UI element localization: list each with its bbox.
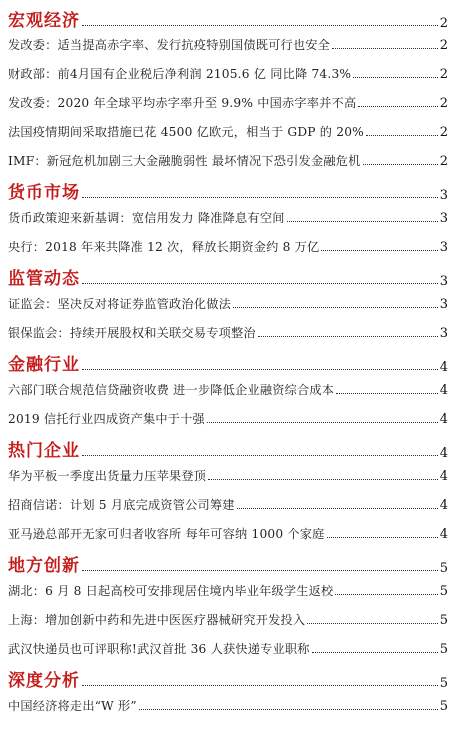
section-title: 金融行业: [8, 355, 80, 375]
dot-leader: [82, 368, 438, 370]
toc-entry[interactable]: [8, 611, 448, 628]
entry-title: 上海：增加创新中药和先进中医医疗器械研究开发投入: [8, 613, 306, 627]
dot-leader: [335, 593, 437, 595]
toc-entry[interactable]: [8, 410, 448, 427]
dot-leader: [363, 163, 438, 165]
page-number: 5: [439, 561, 448, 576]
dot-leader: [139, 708, 438, 710]
dot-leader: [336, 392, 438, 394]
page-number: 2: [439, 154, 448, 169]
page-number: 5: [439, 613, 448, 628]
page-number: 4: [439, 360, 448, 375]
dot-leader: [82, 196, 438, 198]
dot-leader: [332, 47, 438, 49]
page-number: 2: [439, 38, 448, 53]
dot-leader: [237, 507, 438, 509]
entry-title: 武汉快递员也可评职称!武汉首批 36 人获快递专业职称: [8, 642, 310, 656]
dot-leader: [307, 622, 437, 624]
toc-entry[interactable]: [8, 65, 448, 82]
page-number: 2: [439, 96, 448, 111]
dot-leader: [82, 569, 438, 571]
page-number: 4: [439, 469, 448, 484]
section-title: 货币市场: [8, 183, 80, 203]
toc-section-local-innovation[interactable]: [8, 551, 448, 576]
toc-entry[interactable]: [8, 295, 448, 312]
entry-title: 湖北：6 月 8 日起高校可安排现居住境内毕业年级学生返校: [8, 584, 334, 598]
toc-entry[interactable]: [8, 152, 448, 169]
dot-leader: [321, 249, 437, 251]
toc-section-hot-companies[interactable]: [8, 436, 448, 461]
dot-leader: [233, 306, 438, 308]
dot-leader: [353, 76, 438, 78]
page-number: 3: [439, 274, 448, 289]
dot-leader: [82, 454, 438, 456]
entry-title: 中国经济将走出“W 形”: [8, 699, 137, 713]
dot-leader: [82, 24, 438, 26]
page-number: 5: [439, 584, 448, 599]
toc-entry[interactable]: [8, 467, 448, 484]
page-number: 3: [439, 297, 448, 312]
toc-entry[interactable]: [8, 94, 448, 111]
section-title: 宏观经济: [8, 11, 80, 31]
page-number: 4: [439, 446, 448, 461]
page-number: 5: [439, 676, 448, 691]
entry-title: 六部门联合规范信贷融资收费 进一步降低企业融资综合成本: [8, 383, 335, 397]
entry-title: 银保监会：持续开展股权和关联交易专项整治: [8, 326, 256, 340]
toc-entry[interactable]: [8, 582, 448, 599]
toc-section-macro[interactable]: [8, 6, 448, 31]
page-number: 5: [439, 699, 448, 714]
dot-leader: [327, 536, 438, 538]
page-number: 4: [439, 498, 448, 513]
dot-leader: [82, 684, 438, 686]
toc-entry[interactable]: [8, 36, 448, 53]
entry-title: IMF：新冠危机加剧三大金融脆弱性 最坏情况下恐引发金融危机: [8, 154, 361, 168]
dot-leader: [207, 421, 438, 423]
entry-title: 发改委：2020 年全球平均赤字率升至 9.9% 中国赤字率并不高: [8, 96, 357, 110]
entry-title: 2019 信托行业四成资产集中于十强: [8, 412, 205, 426]
toc-section-in-depth-analysis[interactable]: [8, 666, 448, 691]
page-number: 3: [439, 326, 448, 341]
page-number: 3: [439, 240, 448, 255]
section-title: 深度分析: [8, 671, 80, 691]
toc-section-regulation[interactable]: [8, 264, 448, 289]
toc-entry[interactable]: [8, 381, 448, 398]
entry-title: 招商信诺：计划 5 月底完成资管公司筹建: [8, 498, 235, 512]
page-number: 2: [439, 125, 448, 140]
entry-title: 亚马逊总部开无家可归者收容所 每年可容纳 1000 个家庭: [8, 527, 325, 541]
entry-title: 发改委：适当提高赤字率、发行抗疫特别国债既可行也安全: [8, 38, 331, 52]
toc-entry[interactable]: [8, 238, 448, 255]
dot-leader: [82, 282, 438, 284]
dot-leader: [258, 335, 438, 337]
dot-leader: [208, 478, 438, 480]
section-title: 地方创新: [8, 556, 80, 576]
entry-title: 财政部：前4月国有企业税后净利润 2105.6 亿 同比降 74.3%: [8, 67, 352, 81]
page-number: 5: [439, 642, 448, 657]
dot-leader: [358, 105, 437, 107]
entry-title: 央行：2018 年来共降准 12 次，释放长期资金约 8 万亿: [8, 240, 320, 254]
page-number: 3: [439, 188, 448, 203]
page-number: 4: [439, 383, 448, 398]
entry-title: 华为平板一季度出货量力压苹果登顶: [8, 469, 207, 483]
toc-entry[interactable]: [8, 697, 448, 714]
toc-section-finance-industry[interactable]: [8, 350, 448, 375]
dot-leader: [312, 651, 438, 653]
page-number: 4: [439, 412, 448, 427]
toc-entry[interactable]: [8, 209, 448, 226]
toc-entry[interactable]: [8, 123, 448, 140]
page-number: 2: [439, 16, 448, 31]
toc-entry[interactable]: [8, 324, 448, 341]
toc-entry[interactable]: [8, 640, 448, 657]
page-number: 2: [439, 67, 448, 82]
page-number: 3: [439, 211, 448, 226]
entry-title: 证监会：坚决反对将证券监管政治化做法: [8, 297, 231, 311]
toc-entry[interactable]: [8, 525, 448, 542]
entry-title: 法国疫情期间采取措施已花 4500 亿欧元，相当于 GDP 的 20%: [8, 125, 364, 139]
entry-title: 货币政策迎来新基调：宽信用发力 降准降息有空间: [8, 211, 285, 225]
dot-leader: [287, 220, 438, 222]
toc-section-money-market[interactable]: [8, 178, 448, 203]
page-number: 4: [439, 527, 448, 542]
toc-entry[interactable]: [8, 496, 448, 513]
section-title: 监管动态: [8, 269, 80, 289]
section-title: 热门企业: [8, 441, 80, 461]
dot-leader: [366, 134, 438, 136]
